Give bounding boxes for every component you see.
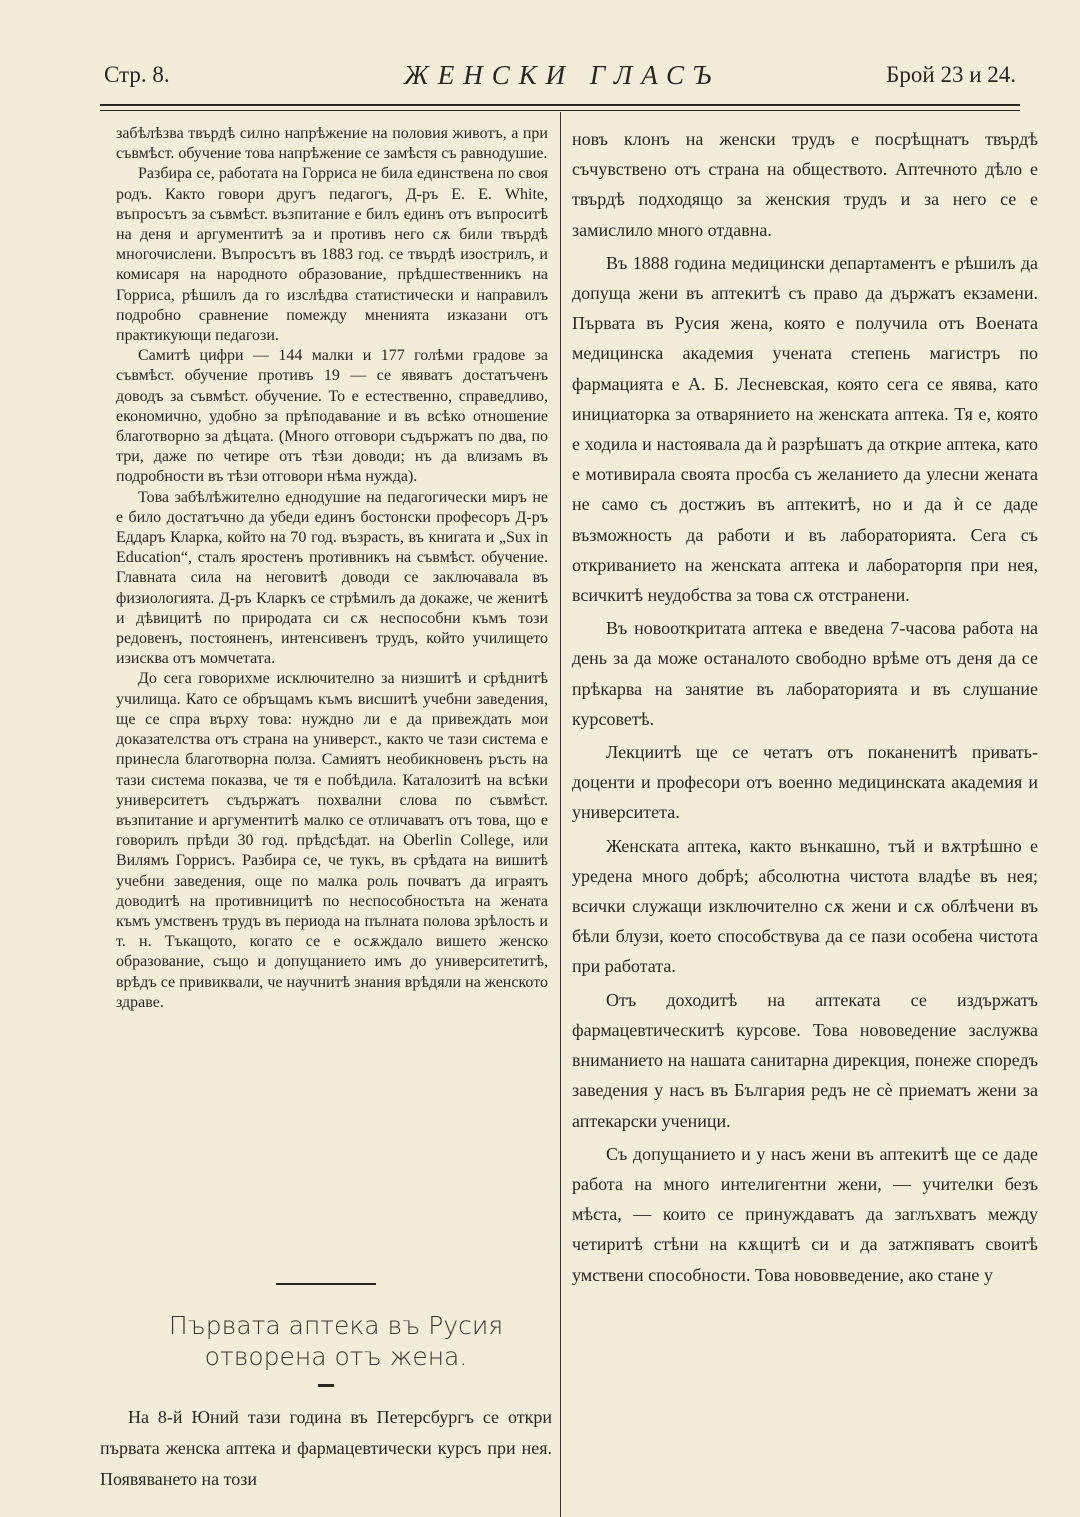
paragraph: Това забѣлѣжително еднодушие на педагогически миръ не е било достатъчно да убеди единъ бостонски професоръ Д-ръ Еддаръ Кларка, който на 70 год. възрасть, въ книгата и „Sux in Education“, сталъ яростенъ противникъ на съвмѣст. обучение. Главната сила на неговитѣ доводи се заключавала въ физиологията. Д-ръ Кларкъ се стрѣмилъ да докаже, че женитѣ и дѣвицитѣ по природата си сѫ неспособни къмъ този редовенъ, постояненъ, интенсивенъ трудъ, който училището изисква отъ момчетата.: [116, 488, 548, 668]
paragraph: Отъ доходитѣ на аптеката се издържатъ фармацевтическитѣ курсове. Това нововедение заслужва вниманието на нашата санитарна дирекция, понеже споредъ заведения у насъ въ България редъ не сѐ приематъ жени за аптекарски ученици.: [572, 989, 1038, 1131]
article-body-start: [100, 1402, 552, 1495]
paragraph: забѣлѣзва твърдѣ силно напрѣжение на половия животъ, а при съвмѣст. обучение това напрѣжение се замѣстя съ равнодушие.: [116, 125, 548, 163]
newspaper-title: ЖЕНСКИ ГЛАСЪ: [404, 60, 721, 90]
header-rule: [100, 104, 1020, 106]
paragraph: новъ клонъ на женски трудъ е посрѣщнатъ твърдѣ съчувствено отъ страна на обществото. Аптечното дѣло е твърдѣ подходящо за женския трудъ и за него се е замислило много отдавна.: [572, 129, 1038, 240]
paragraph: Женската аптека, както вънкашно, тъй и вѫтрѣшно е уредена много добрѣ; абсолютна чистота владѣе въ нея; всички служащи изключително сѫ жени и сѫ облѣчени въ бѣли блузи, което способствува да се пази особена чистота при работата.: [572, 835, 1038, 977]
paragraph: На 8-й Юний тази година въ Петерсбургъ се откри първата женска аптека и фармацевтически курсъ при нея. Появяването на този: [100, 1407, 552, 1489]
left-column: [116, 124, 548, 1013]
paragraph: Въ новооткритата аптека е введена 7-часова работа на день за да може останалото свободно врѣме отъ деня да се прѣкарва на занятие въ лабораторията и въ слушание курсоветѣ.: [572, 618, 1038, 729]
right-column: [572, 124, 1038, 1293]
paragraph: Лекциитѣ ще се четатъ отъ поканенитѣ привать-доценти и професори отъ военно медицинската академия и университета.: [572, 742, 1038, 823]
article-title: Първата аптека въ Русия отворена отъ жена.: [168, 1311, 504, 1371]
title-dash: [318, 1384, 334, 1387]
paragraph: Въ 1888 година медицински департаментъ е рѣшилъ да допуща жени въ аптекитѣ съ право да държатъ екзамени. Първата въ Русия жена, която е получила отъ Воената медицинска академия учената степень магистръ по фармацията е А. Б. Лесневская, която сега се явява, като инициаторка за отварянието на женската аптека. Тя е, която е ходила и настоявала да ѝ разрѣшатъ да открие аптека, като е мотивирала своята просба съ желанието да улесни жената не само съ достжиъ въ аптекитѣ, но и да ѝ се даде възможность да работи и въ лабораторията. Сега съ откриванието на женската аптека и лабораторпя при нея, всичкитѣ неудобства за това сѫ отстранени.: [572, 252, 1038, 606]
paragraph: Съ допущанието и у насъ жени въ аптекитѣ ще се даде работа на много интелигентни жени, — учителки безъ мѣста, — които се принуждаватъ да заглъхватъ между четиритѣ стѣни на кѫщитѣ си и да затжпяватъ своитѣ умствени способности. Това нововведение, ако стане у: [572, 1143, 1038, 1285]
article-separator: [276, 1283, 376, 1285]
header-rule-thin: [100, 110, 1020, 111]
paragraph: Самитѣ цифри — 144 малки и 177 голѣми градове за съвмѣст. обучение противъ 19 — се явяватъ достатъченъ доводъ за съвмѣст. обучение. То е естественно, справедливо, економично, удобно за прѣподавание и въ всѣко отношение благотворно за дѣцата. (Много отговори съдържатъ по два, по три, даже по четире отъ тѣзи доводи; нъ да влизамъ въ подробности въ тѣзи отговори нѣма нужда).: [116, 347, 548, 486]
paragraph: До сега говорихме исключително за низшитѣ и срѣднитѣ училища. Като се обръщамъ къмъ висшитѣ учебни заведения, ще се спра върху това: нуждно ли е да привеждать мои доказателства отъ страна на универст., както че тази система е принесла благотворна полза. Самиятъ необикновенъ ръсть на тази система показва, че тя е побѣдила. Каталозитѣ на всѣки университетъ съдържатъ похвални слова по съвмѣст. възпитание и аргументитѣ малко се отличаватъ отъ това, що е говорилъ прѣди 30 год. прѣдсѣдат. на Oberlin College, или Вилямъ Горрисъ. Разбира се, че тукъ, въ срѣдата на вишитѣ учебни заведения, още по малка роль почватъ да играятъ доводитѣ на противницитѣ по неспособностьта на жената къмъ умственъ трудъ въ периода на пълната полова зрѣлость и т. н. Тъкащото, когато се е осѫждало вишето женско образование, също и допущанието имъ до университетитѣ, врѣдъ се привиквали, че научнитѣ знания врѣдяли на женското здраве.: [116, 670, 548, 1011]
paragraph: Разбира се, работата на Горриса не била единствена по своя родъ. Както говори другъ педагогъ, Д-ръ Е. Е. White, въпросътъ за съвмѣст. възпитание е билъ единъ отъ въпроситѣ на деня и аргументитѣ за и противъ него сѫ били твърдѣ многочислени. Въпросътъ въ 1883 год. се твърдѣ изострилъ, и комисаря на народното образование, прѣдшественникъ на Горриса, рѣшилъ да го изслѣдва статистически и направилъ подробно сравнение помежду мненията изказани отъ практикующи педагози.: [116, 165, 548, 345]
issue-number: Брой 23 и 24.: [886, 62, 1016, 87]
page-number: Стр. 8.: [104, 62, 170, 87]
page-header: [104, 62, 1016, 102]
column-divider: [560, 112, 561, 1517]
